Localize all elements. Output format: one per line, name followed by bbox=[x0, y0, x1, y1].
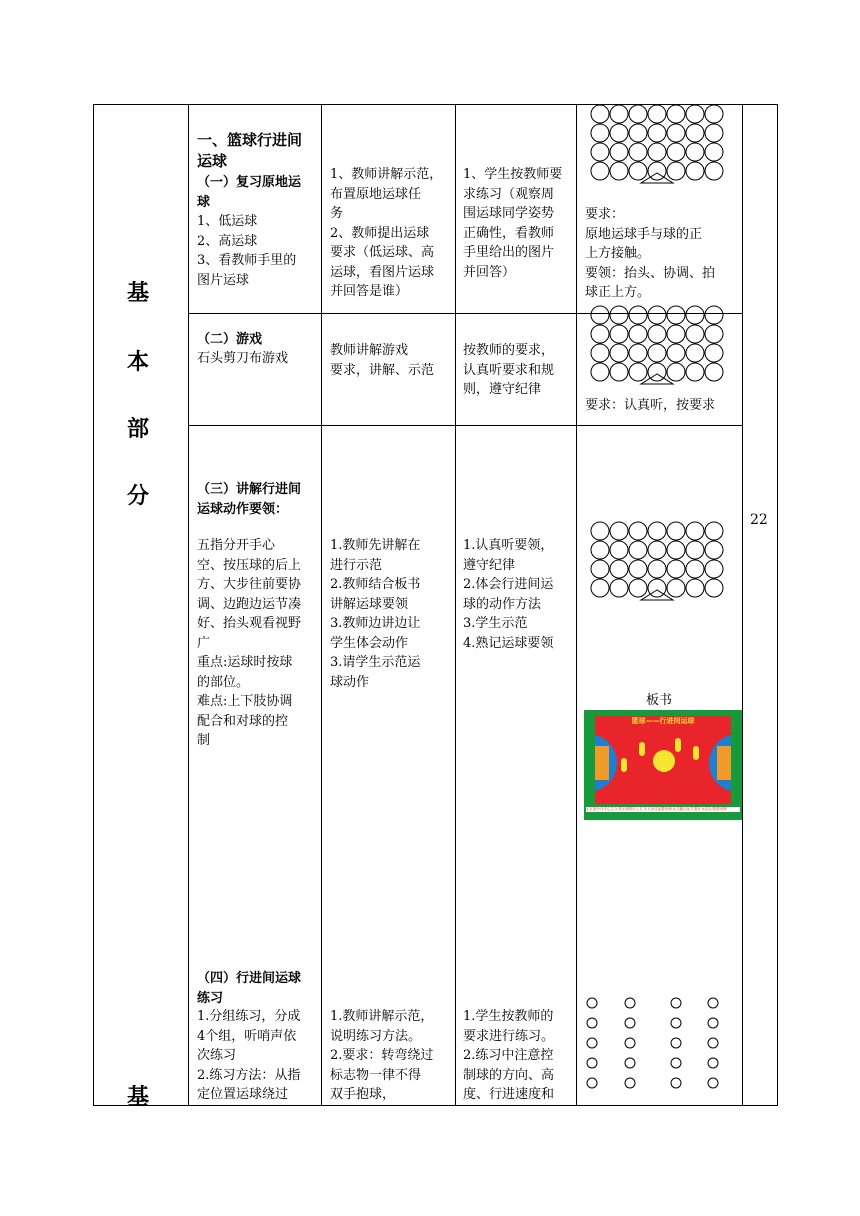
student-circle bbox=[686, 162, 704, 180]
student-circle bbox=[667, 306, 685, 324]
formation-diagram bbox=[590, 521, 730, 611]
student-circle bbox=[591, 560, 609, 578]
row3-subheading: （三）讲解行进间 运球动作要领： bbox=[197, 482, 302, 517]
group-member-circle bbox=[625, 1058, 635, 1068]
student-circle bbox=[610, 344, 628, 362]
group-member-circle bbox=[708, 1038, 718, 1048]
board-court bbox=[595, 716, 731, 804]
row1-heading: 一、篮球行进间 运球 bbox=[197, 131, 303, 170]
student-circle bbox=[629, 124, 647, 142]
board-footer: 1.五指分开手心空 2.按压球的后上方 3.大步往前要协调 4.边跑边运节凑好 5.抬头观看视野广 bbox=[586, 807, 740, 812]
student-circle bbox=[629, 162, 647, 180]
student-circle bbox=[591, 306, 609, 324]
formation-diagram bbox=[590, 104, 730, 196]
student-circle bbox=[686, 124, 704, 142]
student-circle bbox=[667, 522, 685, 540]
center-circle bbox=[653, 750, 675, 772]
student-circle bbox=[629, 579, 647, 597]
student-circle bbox=[705, 579, 723, 597]
student-circle bbox=[610, 143, 628, 161]
student-circle bbox=[648, 522, 666, 540]
row4-student: 1.学生按教师的 要求进行练习。 2.练习中注意控 制球的方向、高 度、行进速度和 bbox=[463, 1009, 555, 1102]
group-member-circle bbox=[708, 1078, 718, 1088]
student-circle bbox=[686, 325, 704, 343]
group-member-circle bbox=[587, 998, 597, 1008]
row2-org-requirements: 要求：认真听，按要求 bbox=[585, 398, 716, 413]
student-circle bbox=[591, 522, 609, 540]
board-caption: 板书 bbox=[646, 693, 673, 708]
student-circle bbox=[591, 162, 609, 180]
student-circle bbox=[667, 143, 685, 161]
student-circle bbox=[610, 541, 628, 559]
student-circle bbox=[686, 579, 704, 597]
student-circle bbox=[610, 522, 628, 540]
blackboard-image bbox=[584, 710, 742, 820]
student-circle bbox=[667, 579, 685, 597]
row2-teacher: 教师讲解游戏 要求，讲解、示范 bbox=[330, 343, 435, 378]
student-circle bbox=[667, 560, 685, 578]
small-circle-formation bbox=[584, 995, 724, 1095]
student-circle bbox=[629, 541, 647, 559]
section-label-char-2: 本 bbox=[127, 350, 150, 375]
col-divider-4 bbox=[576, 104, 577, 1106]
student-circle bbox=[705, 363, 723, 381]
student-circle bbox=[610, 306, 628, 324]
table-left-border bbox=[93, 104, 94, 1106]
student-circle bbox=[648, 124, 666, 142]
student-circle bbox=[648, 143, 666, 161]
section-label-char-3: 部 bbox=[127, 417, 150, 442]
row4-teacher: 1.教师讲解示范， 说明练习方法。 2.要求：转弯绕过 标志物一律不得 双手抱球， bbox=[330, 1009, 434, 1102]
student-circle bbox=[705, 124, 723, 142]
student-circle bbox=[610, 579, 628, 597]
student-circle bbox=[591, 579, 609, 597]
col-divider-3 bbox=[455, 104, 456, 1106]
student-circle bbox=[686, 344, 704, 362]
group-member-circle bbox=[708, 1058, 718, 1068]
student-circle bbox=[591, 124, 609, 142]
student-circle bbox=[629, 344, 647, 362]
student-circle bbox=[667, 344, 685, 362]
row1-student: 1、学生按教师要 求练习（观察周 围运球同学姿势 正确性，看教师 手里给出的图片 并回答） bbox=[463, 167, 563, 280]
student-circle bbox=[686, 363, 704, 381]
row1-org-requirements: 要求： 原地运球手与球的正 上方接触。 要领：抬头、协调、拍 球正上方。 bbox=[585, 207, 716, 300]
student-circle bbox=[629, 363, 647, 381]
student-circle bbox=[705, 344, 723, 362]
row3-content: 五指分开手心 空、按压球的后上 方、大步往前要协 调、边跑边运节凑 好、抬头观看视野 广 重点:运球时按球 的部位。 难点:上下肢协调 配合和对球的控 制 bbox=[197, 538, 302, 748]
row4-subheading: （四）行进间运球 练习 bbox=[197, 971, 302, 1006]
player-figure bbox=[693, 746, 699, 760]
student-circle bbox=[648, 325, 666, 343]
student-circle bbox=[686, 541, 704, 559]
player-figure bbox=[639, 742, 645, 756]
student-circle bbox=[705, 143, 723, 161]
row1-teacher: 1、教师讲解示范， 布置原地运球任 务 2、教师提出运球 要求（低运球、高 运球，看图片运球 并回答是谁） bbox=[330, 167, 443, 299]
student-circle bbox=[629, 105, 647, 123]
group-member-circle bbox=[587, 1058, 597, 1068]
student-circle bbox=[705, 105, 723, 123]
col-divider-1 bbox=[188, 104, 189, 1106]
student-circle bbox=[610, 162, 628, 180]
row3-teacher: 1.教师先讲解在 进行示范 2.教师结合板书 讲解运球要领 3.教师边讲边让 学生体会动作 3.请学生示范运 球动作 bbox=[330, 538, 421, 690]
student-circle bbox=[705, 162, 723, 180]
group-member-circle bbox=[587, 1078, 597, 1088]
student-circle bbox=[629, 306, 647, 324]
student-circle bbox=[686, 143, 704, 161]
group-member-circle bbox=[625, 998, 635, 1008]
student-circle bbox=[667, 325, 685, 343]
student-circle bbox=[686, 560, 704, 578]
student-circle bbox=[610, 124, 628, 142]
player-figure bbox=[675, 738, 681, 752]
student-circle bbox=[667, 162, 685, 180]
table-bottom-border bbox=[93, 1105, 777, 1106]
student-circle bbox=[591, 105, 609, 123]
section-label-char-1: 基 bbox=[127, 281, 150, 306]
col-divider-2 bbox=[321, 104, 322, 1106]
student-circle bbox=[686, 306, 704, 324]
student-circle bbox=[667, 541, 685, 559]
group-member-circle bbox=[625, 1018, 635, 1028]
student-circle bbox=[648, 306, 666, 324]
student-circle bbox=[686, 105, 704, 123]
student-circle bbox=[610, 325, 628, 343]
group-member-circle bbox=[625, 1038, 635, 1048]
student-circle bbox=[629, 560, 647, 578]
student-circle bbox=[591, 541, 609, 559]
student-circle bbox=[591, 325, 609, 343]
student-circle bbox=[705, 541, 723, 559]
student-circle bbox=[629, 325, 647, 343]
student-circle bbox=[591, 363, 609, 381]
court-left-lane bbox=[595, 746, 609, 780]
group-member-circle bbox=[708, 998, 718, 1008]
student-circle bbox=[648, 560, 666, 578]
group-member-circle bbox=[671, 1058, 681, 1068]
formation-diagram bbox=[590, 305, 730, 389]
player-figure bbox=[621, 758, 627, 772]
student-circle bbox=[705, 522, 723, 540]
group-member-circle bbox=[708, 1018, 718, 1028]
court-right-lane bbox=[717, 746, 731, 780]
group-member-circle bbox=[671, 1078, 681, 1088]
student-circle bbox=[648, 344, 666, 362]
student-circle bbox=[667, 363, 685, 381]
student-circle bbox=[686, 522, 704, 540]
group-member-circle bbox=[587, 1018, 597, 1028]
student-circle bbox=[610, 560, 628, 578]
student-circle bbox=[705, 560, 723, 578]
student-circle bbox=[705, 306, 723, 324]
student-circle bbox=[629, 143, 647, 161]
student-circle bbox=[705, 325, 723, 343]
row2-subheading: （二）游戏 bbox=[197, 332, 263, 347]
row2-student: 按教师的要求， 认真听要求和规 则，遵守纪律 bbox=[463, 343, 555, 397]
student-circle bbox=[591, 344, 609, 362]
student-circle bbox=[667, 124, 685, 142]
student-circle bbox=[648, 105, 666, 123]
row1-subheading: （一）复习原地运 球 bbox=[197, 175, 302, 210]
student-circle bbox=[591, 143, 609, 161]
table-right-border bbox=[777, 104, 778, 1106]
student-circle bbox=[667, 105, 685, 123]
row4-content: 1.分组练习，分成 4个组，听哨声依 次练习 2.练习方法：从指 定位置运球绕过 bbox=[197, 1009, 301, 1102]
board-title: 篮球——行进间运球 bbox=[631, 717, 695, 725]
group-member-circle bbox=[671, 998, 681, 1008]
group-member-circle bbox=[625, 1078, 635, 1088]
next-section-label-char: 基 bbox=[127, 1085, 150, 1110]
section-label-char-4: 分 bbox=[127, 484, 150, 509]
row3-student: 1.认真听要领， 遵守纪律 2.体会行进间运 球的动作方法 3.学生示范 4.熟记运球要领 bbox=[463, 538, 554, 651]
group-member-circle bbox=[671, 1018, 681, 1028]
group-member-circle bbox=[587, 1038, 597, 1048]
row1-content: 1、低运球 2、高运球 3、看教师手里的 图片运球 bbox=[197, 214, 297, 288]
time-minutes: 22 bbox=[750, 512, 768, 528]
student-circle bbox=[610, 363, 628, 381]
student-circle bbox=[648, 541, 666, 559]
col-divider-5 bbox=[742, 104, 743, 1106]
group-member-circle bbox=[671, 1038, 681, 1048]
student-circle bbox=[629, 522, 647, 540]
row-divider-2 bbox=[188, 425, 742, 426]
student-circle bbox=[610, 105, 628, 123]
row2-content: 石头剪刀布游戏 bbox=[197, 351, 289, 366]
